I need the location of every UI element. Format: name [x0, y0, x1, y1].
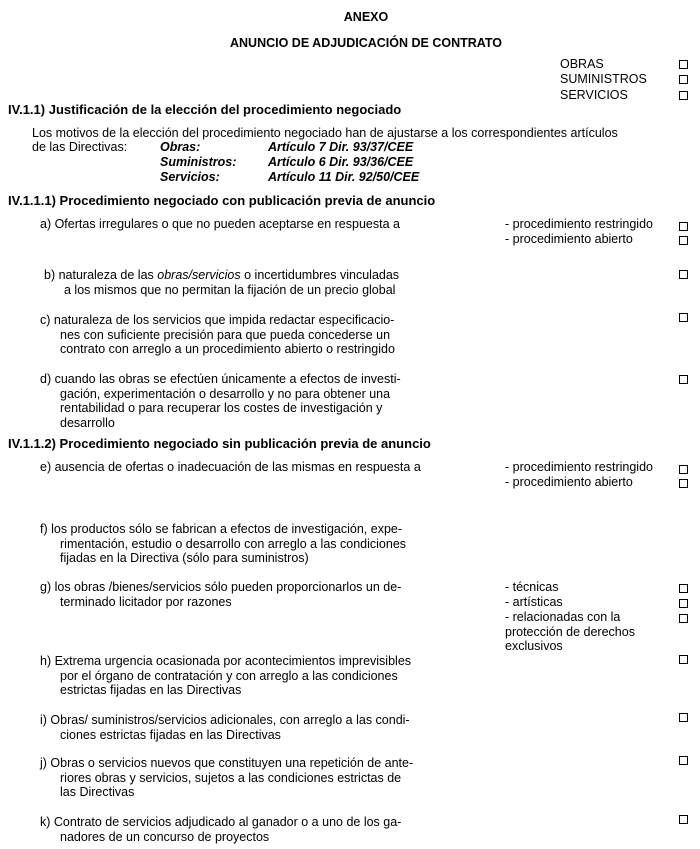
- directive-obras-article: Artículo 7 Dir. 93/37/CEE: [268, 140, 414, 154]
- directive-obras-label: Obras:: [160, 140, 201, 154]
- item-g: [40, 580, 401, 609]
- item-d-line: desarrollo: [60, 415, 115, 430]
- checkbox-e-abierto[interactable]: [679, 479, 688, 488]
- item-k-line: k) Contrato de servicios adjudicado al ganador o a uno de los ga-: [40, 815, 402, 829]
- checkbox-g-tecnicas[interactable]: [679, 584, 688, 593]
- item-k-line: nadores de un concurso de proyectos: [60, 829, 270, 844]
- checkbox-obras[interactable]: [679, 60, 688, 69]
- intro-line-2: de las Directivas:: [32, 140, 128, 154]
- item-h: [40, 654, 411, 698]
- checkbox-a-restringido[interactable]: [679, 222, 688, 231]
- item-d-line: d) cuando las obras se efectúen únicamente a efectos de investi-: [40, 372, 401, 386]
- item-b-text-suffix: o incertidumbres vinculadas: [240, 268, 400, 282]
- directive-suministros-label: Suministros:: [160, 155, 237, 169]
- item-i: [40, 713, 410, 742]
- item-d-line: rentabilidad o para recuperar los costes de investigación y: [60, 401, 383, 415]
- item-a-option-restringido: - procedimiento restringido: [505, 217, 653, 231]
- item-f-line: rimentación, estudio o desarrollo con arreglo a las condiciones: [60, 536, 407, 551]
- item-j-line: las Directivas: [60, 785, 135, 799]
- checkbox-b[interactable]: [679, 270, 688, 279]
- item-b-line-2: a los mismos que no permitan la fijación de un precio global: [64, 282, 396, 297]
- checkbox-servicios[interactable]: [679, 91, 688, 100]
- item-b-italic: obras/servicios: [157, 268, 241, 282]
- directive-servicios-label: Servicios:: [160, 170, 220, 184]
- item-e-option-restringido: - procedimiento restringido: [505, 460, 653, 474]
- item-a-text: a) Ofertas irregulares o que no pueden aceptarse en respuesta a: [40, 217, 400, 231]
- type-servicios-label: SERVICIOS: [560, 88, 628, 102]
- item-b: [44, 268, 399, 297]
- item-g-line: terminado licitador por razones: [60, 594, 232, 609]
- intro-line-1: Los motivos de la elección del procedimiento negociado han de ajustarse a los correspondientes artículos: [32, 126, 618, 140]
- checkbox-suministros[interactable]: [679, 75, 688, 84]
- item-i-line: ciones estrictas fijadas en las Directivas: [60, 727, 281, 742]
- item-g-option-derechos-line: exclusivos: [505, 639, 563, 653]
- item-b-text: b) naturaleza de las: [44, 268, 158, 282]
- item-d: [40, 372, 401, 430]
- item-j-line: riores obras y servicios, sujetos a las condiciones estrictas de: [60, 770, 402, 785]
- item-k: [40, 815, 401, 844]
- annex-title: ANEXO: [343, 10, 389, 24]
- item-f-line: fijadas en la Directiva (sólo para suministros): [60, 551, 309, 565]
- item-h-line: por el órgano de contratación y con arreglo a las condiciones: [60, 668, 398, 683]
- item-h-line: estrictas fijadas en las Directivas: [60, 683, 242, 697]
- directive-suministros-article: Artículo 6 Dir. 93/36/CEE: [268, 155, 414, 169]
- checkbox-i[interactable]: [679, 713, 688, 722]
- type-obras-label: OBRAS: [560, 57, 604, 71]
- item-g-option-derechos-line: protección de derechos: [505, 624, 635, 639]
- checkbox-e-restringido[interactable]: [679, 465, 688, 474]
- checkbox-j[interactable]: [679, 756, 688, 765]
- checkbox-a-abierto[interactable]: [679, 236, 688, 245]
- checkbox-k[interactable]: [679, 815, 688, 824]
- item-e-option-abierto: - procedimiento abierto: [505, 475, 633, 489]
- item-c: [40, 313, 395, 357]
- item-a-option-abierto: - procedimiento abierto: [505, 232, 633, 246]
- item-g-option-artisticas: - artísticas: [505, 595, 563, 609]
- item-c-line: contrato con arreglo a un procedimiento abierto o restringido: [60, 342, 395, 356]
- section-iv-1-1-1-heading: IV.1.1.1) Procedimiento negociado con publicación previa de anuncio: [8, 193, 436, 208]
- item-j: [40, 756, 413, 800]
- checkbox-c[interactable]: [679, 313, 688, 322]
- checkbox-g-derechos[interactable]: [679, 614, 688, 623]
- checkbox-h[interactable]: [679, 655, 688, 664]
- item-g-option-tecnicas: - técnicas: [505, 580, 559, 594]
- item-f: [40, 522, 406, 566]
- item-j-line: j) Obras o servicios nuevos que constituyen una repetición de ante-: [40, 756, 414, 770]
- checkbox-g-artisticas[interactable]: [679, 599, 688, 608]
- item-c-line: nes con suficiente precisión para que pueda concederse un: [60, 327, 391, 342]
- document-title: ANUNCIO DE ADJUDICACIÓN DE CONTRATO: [230, 36, 502, 50]
- directive-servicios-article: Artículo 11 Dir. 92/50/CEE: [268, 170, 420, 184]
- item-g-line: g) los obras /bienes/servicios sólo pueden proporcionarlos un de-: [40, 580, 402, 594]
- item-f-line: f) los productos sólo se fabrican a efectos de investigación, expe-: [40, 522, 403, 536]
- section-iv-1-1-heading: IV.1.1) Justificación de la elección del procedimiento negociado: [8, 102, 402, 117]
- section-iv-1-1-2-heading: IV.1.1.2) Procedimiento negociado sin publicación previa de anuncio: [8, 436, 431, 451]
- type-suministros-label: SUMINISTROS: [560, 72, 647, 86]
- item-c-line: c) naturaleza de los servicios que impida redactar especificacio-: [40, 313, 395, 327]
- checkbox-d[interactable]: [679, 375, 688, 384]
- item-g-option-derechos: [505, 610, 635, 654]
- item-g-option-derechos-line: - relacionadas con la: [505, 610, 621, 624]
- item-i-line: i) Obras/ suministros/servicios adicionales, con arreglo a las condi-: [40, 713, 410, 727]
- item-d-line: gación, experimentación o desarrollo y no para obtener una: [60, 386, 391, 401]
- item-e-text: e) ausencia de ofertas o inadecuación de las mismas en respuesta a: [40, 460, 421, 474]
- item-h-line: h) Extrema urgencia ocasionada por acontecimientos imprevisibles: [40, 654, 412, 668]
